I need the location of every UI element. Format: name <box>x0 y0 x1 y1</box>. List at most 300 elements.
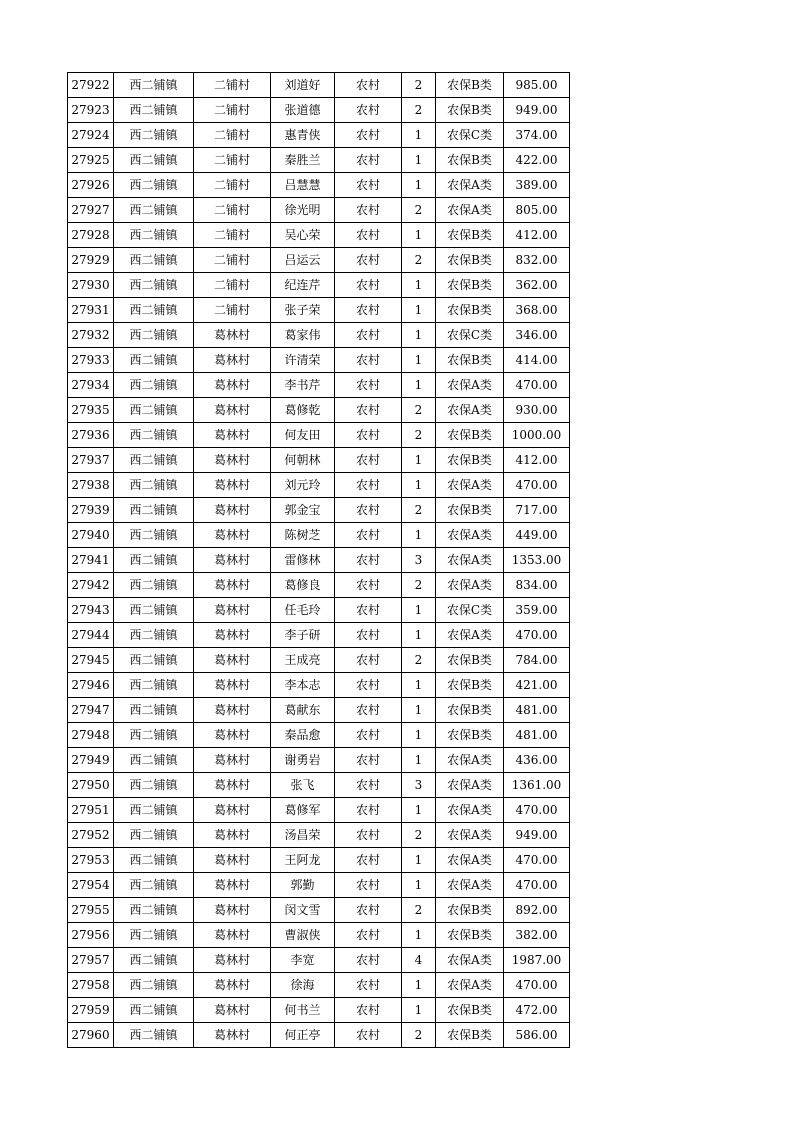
household-type-cell: 农村 <box>335 248 402 273</box>
insurance-category-cell: 农保B类 <box>436 1023 504 1048</box>
insurance-category-cell: 农保A类 <box>436 573 504 598</box>
town-cell: 西二铺镇 <box>114 298 194 323</box>
amount-cell: 422.00 <box>504 148 570 173</box>
town-cell: 西二铺镇 <box>114 73 194 98</box>
amount-cell: 359.00 <box>504 598 570 623</box>
village-cell: 葛林村 <box>194 798 271 823</box>
record-id-cell: 27955 <box>68 898 114 923</box>
household-type-cell: 农村 <box>335 423 402 448</box>
table-row <box>68 773 570 798</box>
record-id-cell: 27938 <box>68 473 114 498</box>
village-cell: 葛林村 <box>194 723 271 748</box>
person-count-cell: 1 <box>402 273 436 298</box>
insurance-category-cell: 农保B类 <box>436 448 504 473</box>
amount-cell: 470.00 <box>504 623 570 648</box>
record-id-cell: 27928 <box>68 223 114 248</box>
name-cell: 张子荣 <box>271 298 335 323</box>
name-cell: 任毛玲 <box>271 598 335 623</box>
table-row <box>68 423 570 448</box>
name-cell: 葛修良 <box>271 573 335 598</box>
household-type-cell: 农村 <box>335 948 402 973</box>
amount-cell: 362.00 <box>504 273 570 298</box>
amount-cell: 412.00 <box>504 448 570 473</box>
person-count-cell: 2 <box>402 898 436 923</box>
town-cell: 西二铺镇 <box>114 373 194 398</box>
village-cell: 二铺村 <box>194 248 271 273</box>
household-type-cell: 农村 <box>335 898 402 923</box>
person-count-cell: 1 <box>402 473 436 498</box>
insurance-category-cell: 农保B类 <box>436 673 504 698</box>
household-type-cell: 农村 <box>335 398 402 423</box>
town-cell: 西二铺镇 <box>114 998 194 1023</box>
record-id-cell: 27929 <box>68 248 114 273</box>
insurance-category-cell: 农保A类 <box>436 548 504 573</box>
village-cell: 葛林村 <box>194 923 271 948</box>
insurance-category-cell: 农保A类 <box>436 873 504 898</box>
amount-cell: 1361.00 <box>504 773 570 798</box>
person-count-cell: 1 <box>402 523 436 548</box>
village-cell: 葛林村 <box>194 848 271 873</box>
village-cell: 葛林村 <box>194 898 271 923</box>
household-type-cell: 农村 <box>335 323 402 348</box>
record-id-cell: 27933 <box>68 348 114 373</box>
household-type-cell: 农村 <box>335 298 402 323</box>
person-count-cell: 1 <box>402 373 436 398</box>
person-count-cell: 1 <box>402 873 436 898</box>
insurance-category-cell: 农保A类 <box>436 848 504 873</box>
insurance-category-cell: 农保A类 <box>436 748 504 773</box>
village-cell: 葛林村 <box>194 948 271 973</box>
household-type-cell: 农村 <box>335 873 402 898</box>
person-count-cell: 1 <box>402 923 436 948</box>
name-cell: 李本志 <box>271 673 335 698</box>
amount-cell: 949.00 <box>504 98 570 123</box>
record-id-cell: 27934 <box>68 373 114 398</box>
person-count-cell: 2 <box>402 73 436 98</box>
village-cell: 二铺村 <box>194 273 271 298</box>
amount-cell: 412.00 <box>504 223 570 248</box>
person-count-cell: 1 <box>402 623 436 648</box>
village-cell: 葛林村 <box>194 548 271 573</box>
household-type-cell: 农村 <box>335 798 402 823</box>
person-count-cell: 3 <box>402 773 436 798</box>
record-id-cell: 27954 <box>68 873 114 898</box>
record-id-cell: 27926 <box>68 173 114 198</box>
record-id-cell: 27925 <box>68 148 114 173</box>
table-row <box>68 473 570 498</box>
household-type-cell: 农村 <box>335 498 402 523</box>
amount-cell: 717.00 <box>504 498 570 523</box>
name-cell: 李书芹 <box>271 373 335 398</box>
town-cell: 西二铺镇 <box>114 898 194 923</box>
town-cell: 西二铺镇 <box>114 123 194 148</box>
amount-cell: 586.00 <box>504 1023 570 1048</box>
town-cell: 西二铺镇 <box>114 873 194 898</box>
insurance-category-cell: 农保B类 <box>436 898 504 923</box>
town-cell: 西二铺镇 <box>114 723 194 748</box>
insurance-category-cell: 农保B类 <box>436 298 504 323</box>
person-count-cell: 2 <box>402 423 436 448</box>
table-row <box>68 498 570 523</box>
village-cell: 葛林村 <box>194 598 271 623</box>
table-row <box>68 748 570 773</box>
village-cell: 二铺村 <box>194 173 271 198</box>
name-cell: 葛修军 <box>271 798 335 823</box>
name-cell: 葛修乾 <box>271 398 335 423</box>
name-cell: 曹淑侠 <box>271 923 335 948</box>
table-row <box>68 798 570 823</box>
table-row <box>68 248 570 273</box>
insurance-category-cell: 农保A类 <box>436 523 504 548</box>
insurance-category-cell: 农保B类 <box>436 648 504 673</box>
household-type-cell: 农村 <box>335 673 402 698</box>
person-count-cell: 1 <box>402 173 436 198</box>
person-count-cell: 1 <box>402 798 436 823</box>
insurance-category-cell: 农保B类 <box>436 998 504 1023</box>
name-cell: 许清荣 <box>271 348 335 373</box>
records-table <box>67 72 570 1048</box>
table-row <box>68 648 570 673</box>
amount-cell: 805.00 <box>504 198 570 223</box>
village-cell: 葛林村 <box>194 773 271 798</box>
insurance-category-cell: 农保B类 <box>436 73 504 98</box>
household-type-cell: 农村 <box>335 448 402 473</box>
record-id-cell: 27922 <box>68 73 114 98</box>
village-cell: 葛林村 <box>194 448 271 473</box>
town-cell: 西二铺镇 <box>114 173 194 198</box>
village-cell: 葛林村 <box>194 748 271 773</box>
table-row <box>68 298 570 323</box>
table-row <box>68 873 570 898</box>
insurance-category-cell: 农保A类 <box>436 373 504 398</box>
table-row <box>68 673 570 698</box>
household-type-cell: 农村 <box>335 173 402 198</box>
household-type-cell: 农村 <box>335 648 402 673</box>
town-cell: 西二铺镇 <box>114 973 194 998</box>
record-id-cell: 27952 <box>68 823 114 848</box>
name-cell: 王成亮 <box>271 648 335 673</box>
amount-cell: 1000.00 <box>504 423 570 448</box>
insurance-category-cell: 农保B类 <box>436 273 504 298</box>
village-cell: 葛林村 <box>194 623 271 648</box>
town-cell: 西二铺镇 <box>114 423 194 448</box>
village-cell: 二铺村 <box>194 223 271 248</box>
record-id-cell: 27930 <box>68 273 114 298</box>
name-cell: 徐光明 <box>271 198 335 223</box>
village-cell: 葛林村 <box>194 423 271 448</box>
amount-cell: 470.00 <box>504 473 570 498</box>
person-count-cell: 2 <box>402 823 436 848</box>
amount-cell: 1987.00 <box>504 948 570 973</box>
household-type-cell: 农村 <box>335 348 402 373</box>
person-count-cell: 2 <box>402 248 436 273</box>
name-cell: 李宽 <box>271 948 335 973</box>
table-row <box>68 198 570 223</box>
village-cell: 葛林村 <box>194 673 271 698</box>
household-type-cell: 农村 <box>335 98 402 123</box>
village-cell: 葛林村 <box>194 373 271 398</box>
name-cell: 葛献东 <box>271 698 335 723</box>
insurance-category-cell: 农保A类 <box>436 398 504 423</box>
village-cell: 葛林村 <box>194 823 271 848</box>
insurance-category-cell: 农保B类 <box>436 223 504 248</box>
village-cell: 葛林村 <box>194 398 271 423</box>
village-cell: 葛林村 <box>194 698 271 723</box>
record-id-cell: 27939 <box>68 498 114 523</box>
town-cell: 西二铺镇 <box>114 573 194 598</box>
household-type-cell: 农村 <box>335 523 402 548</box>
insurance-category-cell: 农保B类 <box>436 348 504 373</box>
town-cell: 西二铺镇 <box>114 798 194 823</box>
household-type-cell: 农村 <box>335 723 402 748</box>
household-type-cell: 农村 <box>335 73 402 98</box>
name-cell: 秦胜兰 <box>271 148 335 173</box>
amount-cell: 470.00 <box>504 973 570 998</box>
table-row <box>68 148 570 173</box>
name-cell: 闵文雪 <box>271 898 335 923</box>
person-count-cell: 1 <box>402 973 436 998</box>
record-id-cell: 27927 <box>68 198 114 223</box>
table-row <box>68 898 570 923</box>
table-row <box>68 848 570 873</box>
town-cell: 西二铺镇 <box>114 923 194 948</box>
household-type-cell: 农村 <box>335 848 402 873</box>
town-cell: 西二铺镇 <box>114 848 194 873</box>
table-row <box>68 723 570 748</box>
town-cell: 西二铺镇 <box>114 473 194 498</box>
village-cell: 葛林村 <box>194 573 271 598</box>
record-id-cell: 27945 <box>68 648 114 673</box>
person-count-cell: 2 <box>402 1023 436 1048</box>
name-cell: 张道德 <box>271 98 335 123</box>
insurance-category-cell: 农保B类 <box>436 148 504 173</box>
person-count-cell: 2 <box>402 398 436 423</box>
town-cell: 西二铺镇 <box>114 523 194 548</box>
village-cell: 葛林村 <box>194 323 271 348</box>
insurance-category-cell: 农保B类 <box>436 923 504 948</box>
insurance-category-cell: 农保A类 <box>436 473 504 498</box>
village-cell: 二铺村 <box>194 148 271 173</box>
amount-cell: 470.00 <box>504 848 570 873</box>
amount-cell: 470.00 <box>504 798 570 823</box>
insurance-category-cell: 农保B类 <box>436 423 504 448</box>
table-row <box>68 373 570 398</box>
person-count-cell: 2 <box>402 573 436 598</box>
name-cell: 何正亭 <box>271 1023 335 1048</box>
table-row <box>68 923 570 948</box>
household-type-cell: 农村 <box>335 623 402 648</box>
table-row <box>68 623 570 648</box>
village-cell: 葛林村 <box>194 348 271 373</box>
person-count-cell: 1 <box>402 323 436 348</box>
insurance-category-cell: 农保C类 <box>436 123 504 148</box>
table-row <box>68 323 570 348</box>
town-cell: 西二铺镇 <box>114 98 194 123</box>
name-cell: 陈树芝 <box>271 523 335 548</box>
household-type-cell: 农村 <box>335 823 402 848</box>
insurance-category-cell: 农保B类 <box>436 723 504 748</box>
village-cell: 葛林村 <box>194 498 271 523</box>
amount-cell: 834.00 <box>504 573 570 598</box>
name-cell: 李子研 <box>271 623 335 648</box>
village-cell: 二铺村 <box>194 298 271 323</box>
person-count-cell: 2 <box>402 498 436 523</box>
person-count-cell: 1 <box>402 298 436 323</box>
household-type-cell: 农村 <box>335 148 402 173</box>
record-id-cell: 27936 <box>68 423 114 448</box>
village-cell: 葛林村 <box>194 998 271 1023</box>
name-cell: 惠青侠 <box>271 123 335 148</box>
town-cell: 西二铺镇 <box>114 248 194 273</box>
town-cell: 西二铺镇 <box>114 348 194 373</box>
household-type-cell: 农村 <box>335 998 402 1023</box>
name-cell: 刘元玲 <box>271 473 335 498</box>
amount-cell: 470.00 <box>504 873 570 898</box>
person-count-cell: 1 <box>402 698 436 723</box>
table-row <box>68 348 570 373</box>
household-type-cell: 农村 <box>335 273 402 298</box>
town-cell: 西二铺镇 <box>114 548 194 573</box>
household-type-cell: 农村 <box>335 198 402 223</box>
record-id-cell: 27923 <box>68 98 114 123</box>
record-id-cell: 27958 <box>68 973 114 998</box>
town-cell: 西二铺镇 <box>114 773 194 798</box>
name-cell: 张飞 <box>271 773 335 798</box>
record-id-cell: 27924 <box>68 123 114 148</box>
record-id-cell: 27947 <box>68 698 114 723</box>
insurance-category-cell: 农保B类 <box>436 498 504 523</box>
table-row <box>68 698 570 723</box>
person-count-cell: 4 <box>402 948 436 973</box>
amount-cell: 346.00 <box>504 323 570 348</box>
town-cell: 西二铺镇 <box>114 748 194 773</box>
record-id-cell: 27932 <box>68 323 114 348</box>
person-count-cell: 1 <box>402 223 436 248</box>
table-row <box>68 573 570 598</box>
town-cell: 西二铺镇 <box>114 823 194 848</box>
household-type-cell: 农村 <box>335 1023 402 1048</box>
name-cell: 郭金宝 <box>271 498 335 523</box>
record-id-cell: 27959 <box>68 998 114 1023</box>
person-count-cell: 1 <box>402 348 436 373</box>
household-type-cell: 农村 <box>335 598 402 623</box>
household-type-cell: 农村 <box>335 748 402 773</box>
household-type-cell: 农村 <box>335 373 402 398</box>
record-id-cell: 27948 <box>68 723 114 748</box>
record-id-cell: 27935 <box>68 398 114 423</box>
table-row <box>68 1023 570 1048</box>
insurance-category-cell: 农保A类 <box>436 798 504 823</box>
table-row <box>68 948 570 973</box>
amount-cell: 470.00 <box>504 373 570 398</box>
household-type-cell: 农村 <box>335 573 402 598</box>
town-cell: 西二铺镇 <box>114 673 194 698</box>
amount-cell: 985.00 <box>504 73 570 98</box>
name-cell: 王阿龙 <box>271 848 335 873</box>
person-count-cell: 1 <box>402 673 436 698</box>
household-type-cell: 农村 <box>335 473 402 498</box>
amount-cell: 449.00 <box>504 523 570 548</box>
record-id-cell: 27949 <box>68 748 114 773</box>
table-row <box>68 398 570 423</box>
amount-cell: 481.00 <box>504 723 570 748</box>
person-count-cell: 1 <box>402 723 436 748</box>
insurance-category-cell: 农保A类 <box>436 198 504 223</box>
amount-cell: 374.00 <box>504 123 570 148</box>
person-count-cell: 3 <box>402 548 436 573</box>
table-row <box>68 223 570 248</box>
household-type-cell: 农村 <box>335 698 402 723</box>
person-count-cell: 1 <box>402 848 436 873</box>
village-cell: 葛林村 <box>194 648 271 673</box>
village-cell: 葛林村 <box>194 973 271 998</box>
town-cell: 西二铺镇 <box>114 623 194 648</box>
insurance-category-cell: 农保B类 <box>436 248 504 273</box>
town-cell: 西二铺镇 <box>114 648 194 673</box>
name-cell: 郭勤 <box>271 873 335 898</box>
name-cell: 何朝林 <box>271 448 335 473</box>
amount-cell: 949.00 <box>504 823 570 848</box>
amount-cell: 436.00 <box>504 748 570 773</box>
village-cell: 葛林村 <box>194 873 271 898</box>
town-cell: 西二铺镇 <box>114 323 194 348</box>
insurance-category-cell: 农保B类 <box>436 98 504 123</box>
table-row <box>68 73 570 98</box>
amount-cell: 1353.00 <box>504 548 570 573</box>
person-count-cell: 1 <box>402 148 436 173</box>
person-count-cell: 2 <box>402 98 436 123</box>
town-cell: 西二铺镇 <box>114 698 194 723</box>
table-row <box>68 123 570 148</box>
record-id-cell: 27942 <box>68 573 114 598</box>
person-count-cell: 2 <box>402 198 436 223</box>
amount-cell: 382.00 <box>504 923 570 948</box>
table-row <box>68 548 570 573</box>
insurance-category-cell: 农保A类 <box>436 173 504 198</box>
village-cell: 二铺村 <box>194 198 271 223</box>
town-cell: 西二铺镇 <box>114 223 194 248</box>
village-cell: 葛林村 <box>194 1023 271 1048</box>
amount-cell: 481.00 <box>504 698 570 723</box>
amount-cell: 421.00 <box>504 673 570 698</box>
town-cell: 西二铺镇 <box>114 598 194 623</box>
town-cell: 西二铺镇 <box>114 398 194 423</box>
insurance-category-cell: 农保A类 <box>436 773 504 798</box>
name-cell: 纪连芹 <box>271 273 335 298</box>
record-id-cell: 27944 <box>68 623 114 648</box>
town-cell: 西二铺镇 <box>114 198 194 223</box>
person-count-cell: 1 <box>402 448 436 473</box>
insurance-category-cell: 农保C类 <box>436 598 504 623</box>
amount-cell: 930.00 <box>504 398 570 423</box>
village-cell: 二铺村 <box>194 73 271 98</box>
record-id-cell: 27931 <box>68 298 114 323</box>
name-cell: 吕运云 <box>271 248 335 273</box>
record-id-cell: 27937 <box>68 448 114 473</box>
person-count-cell: 1 <box>402 748 436 773</box>
name-cell: 谢勇岩 <box>271 748 335 773</box>
record-id-cell: 27943 <box>68 598 114 623</box>
table-row <box>68 973 570 998</box>
table-row <box>68 98 570 123</box>
town-cell: 西二铺镇 <box>114 448 194 473</box>
village-cell: 二铺村 <box>194 123 271 148</box>
insurance-category-cell: 农保A类 <box>436 973 504 998</box>
table-row <box>68 173 570 198</box>
record-id-cell: 27941 <box>68 548 114 573</box>
record-id-cell: 27946 <box>68 673 114 698</box>
town-cell: 西二铺镇 <box>114 273 194 298</box>
